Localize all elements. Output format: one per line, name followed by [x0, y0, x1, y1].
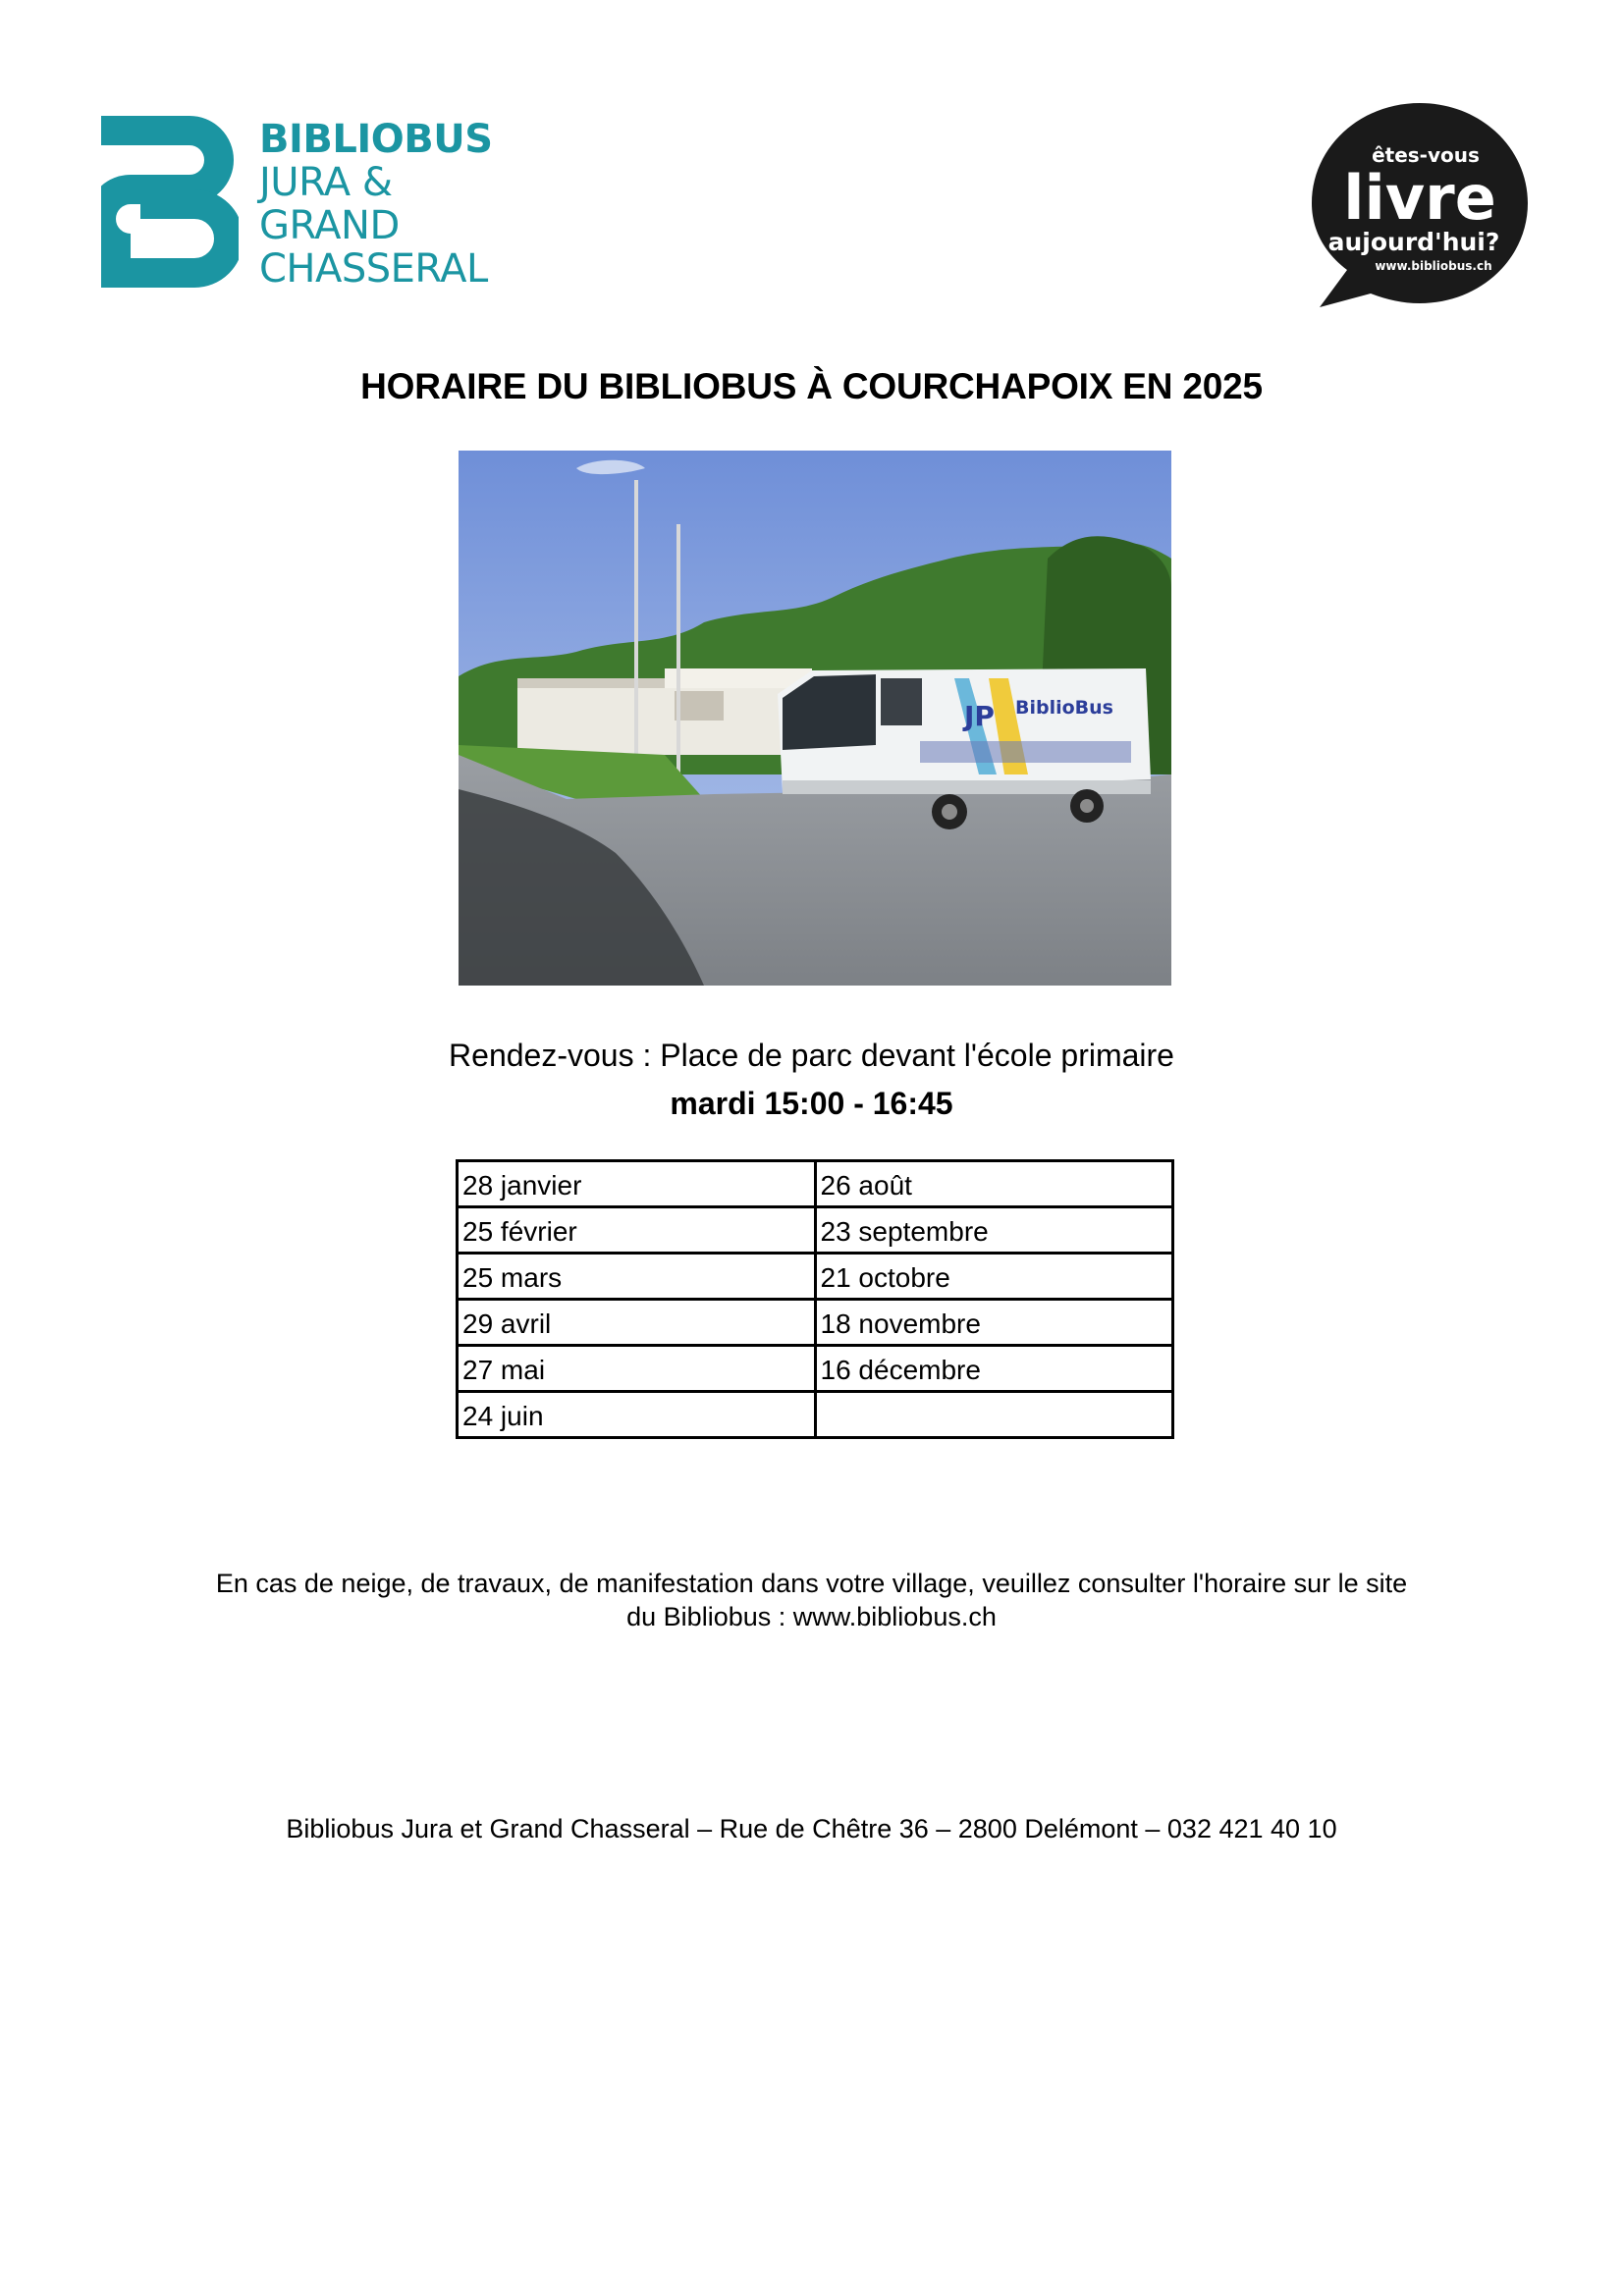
notice-line-1: En cas de neige, de travaux, de manifestation dans votre village, veuillez consulter l'horaire sur le site — [215, 1569, 1408, 1598]
date-cell: 24 juin — [458, 1392, 816, 1438]
logo-line-grand: GRAND — [259, 203, 400, 248]
bus-photo — [459, 451, 1171, 986]
footer-address: Bibliobus Jura et Grand Chasseral – Rue de Chêtre 36 – 2800 Delémont – 032 421 40 10 — [286, 1814, 1337, 1843]
date-cell: 18 novembre — [815, 1300, 1173, 1346]
bibliobus-logo — [101, 116, 494, 293]
bibliobus-b-mark-icon — [101, 116, 239, 288]
logo-line-jura: JURA & — [259, 160, 393, 205]
bus-side-logo: JP — [964, 700, 995, 732]
logo-line-bibliobus: BIBLIOBUS — [259, 117, 493, 162]
bubble-line-1: êtes-vous — [1372, 143, 1480, 167]
logo-line-chasseral: CHASSERAL — [259, 246, 488, 292]
page-title: HORAIRE DU BIBLIOBUS À COURCHAPOIX EN 2025 — [360, 366, 1263, 406]
date-cell: 26 août — [815, 1161, 1173, 1207]
date-cell: 28 janvier — [458, 1161, 816, 1207]
date-cell — [815, 1392, 1173, 1438]
bubble-line-2: livre — [1343, 162, 1496, 234]
table-row — [458, 1392, 1173, 1438]
table-row — [458, 1161, 1173, 1207]
date-cell: 23 septembre — [815, 1207, 1173, 1254]
date-cell: 29 avril — [458, 1300, 816, 1346]
bus-side-text: BiblioBus — [1015, 697, 1113, 719]
bubble-line-4: www.bibliobus.ch — [1375, 259, 1492, 273]
table-row — [458, 1207, 1173, 1254]
schedule-table — [456, 1159, 1174, 1439]
table-row — [458, 1254, 1173, 1300]
speech-bubble-logo — [1306, 101, 1534, 309]
notice-line-2: du Bibliobus : www.bibliobus.ch — [626, 1602, 997, 1631]
date-cell: 16 décembre — [815, 1346, 1173, 1392]
meeting-time: mardi 15:00 - 16:45 — [670, 1086, 953, 1121]
bubble-line-3: aujourd'hui? — [1327, 228, 1500, 256]
date-cell: 25 février — [458, 1207, 816, 1254]
table-row — [458, 1346, 1173, 1392]
date-cell: 27 mai — [458, 1346, 816, 1392]
date-cell: 25 mars — [458, 1254, 816, 1300]
notice — [0, 1567, 1623, 1633]
meeting-place: Rendez-vous : Place de parc devant l'école primaire — [449, 1038, 1174, 1073]
date-cell: 21 octobre — [815, 1254, 1173, 1300]
table-row — [458, 1300, 1173, 1346]
